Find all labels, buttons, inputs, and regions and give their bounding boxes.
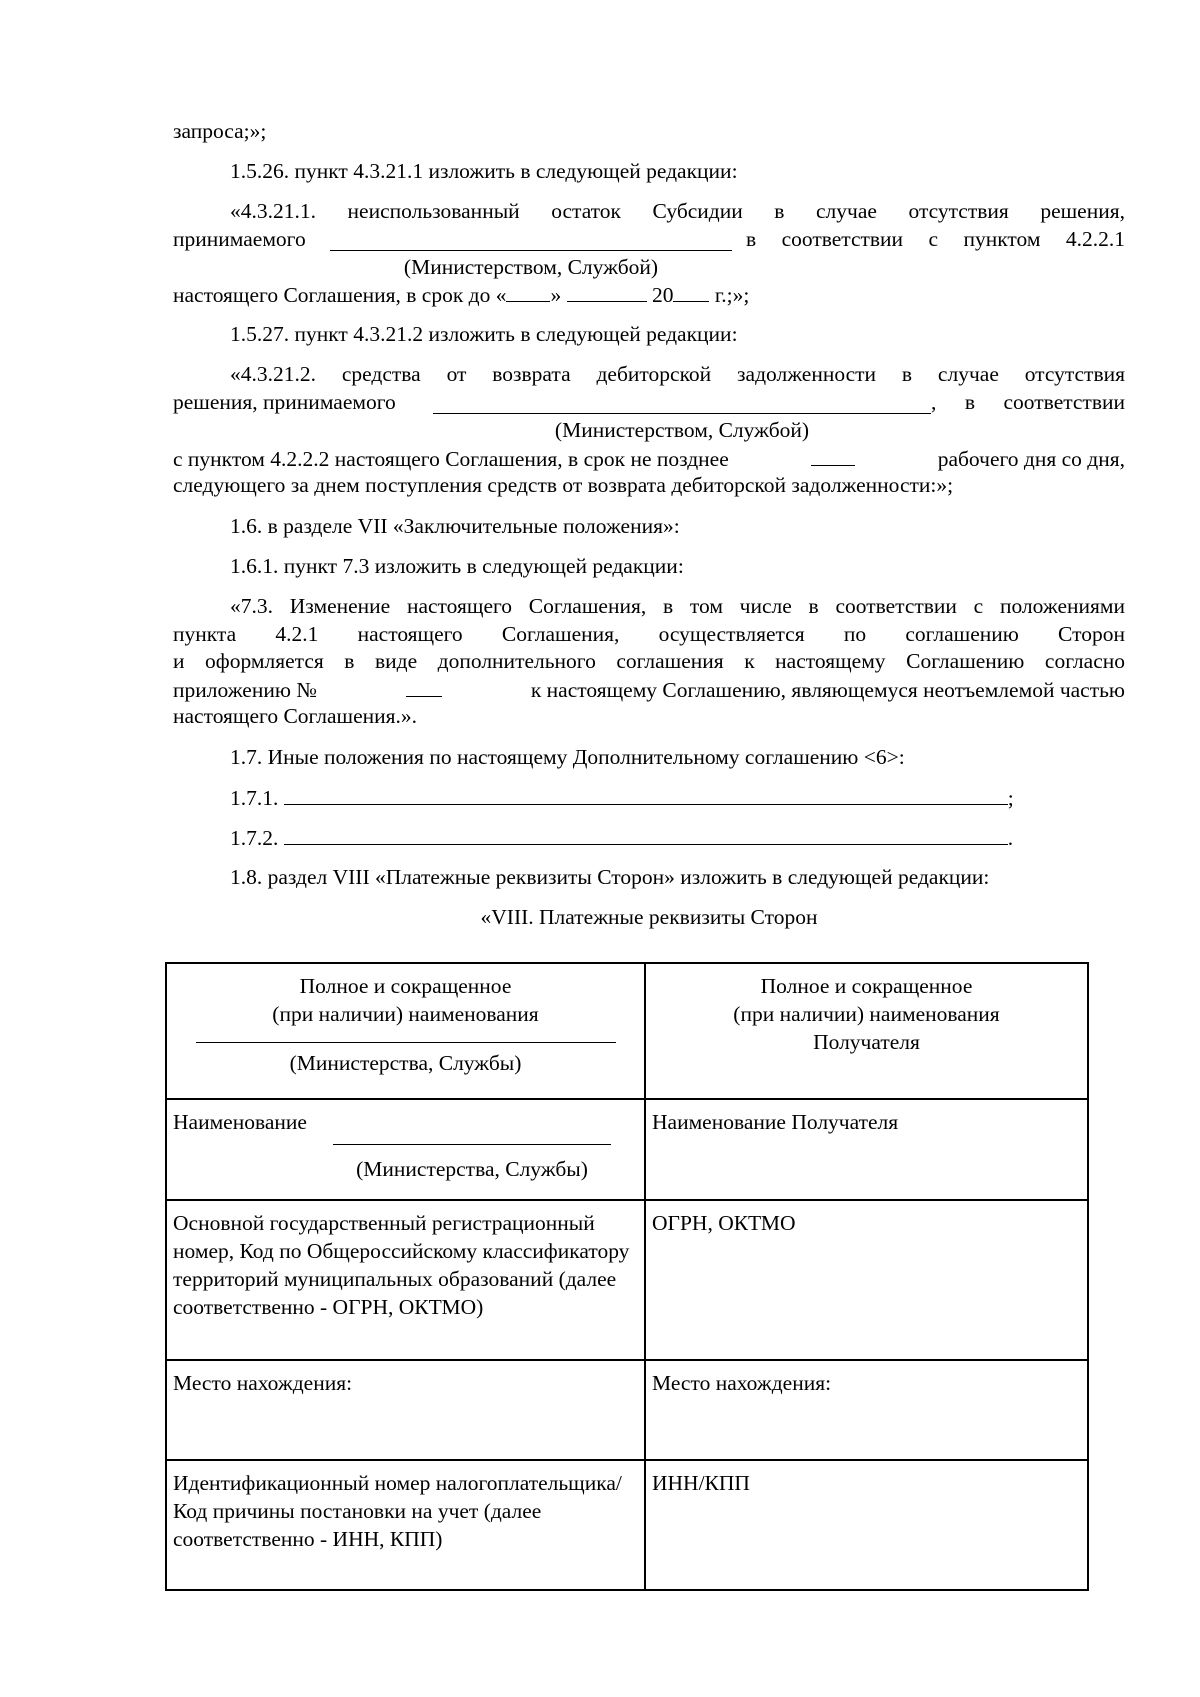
- item-1-7-1: [230, 784, 1014, 812]
- paragraph-zaprosa: запроса;»;: [173, 119, 267, 143]
- paragraph-4-3-21-2-line2-start: решения, принимаемого: [173, 390, 396, 414]
- header-right-line3: Получателя: [813, 1030, 920, 1054]
- paragraph-4-3-21-2-line4: следующего за днем поступления средств от возврата дебиторской задолженности:»;: [173, 473, 954, 497]
- paragraph-7-3-line1: «7.3. Изменение настоящего Соглашения, в том числе в соответствии с положениями: [230, 594, 1125, 618]
- caption-ministry-service: (Министерством, Службой): [403, 255, 659, 279]
- paragraph-1-6: 1.6. в разделе VII «Заключительные положения»:: [230, 514, 680, 538]
- blank-day: [506, 281, 550, 302]
- text-appendix: приложению №: [173, 678, 317, 702]
- inn-left-cell: Идентификационный номер налогоплательщика/Код причины постановки на учет (далее соответственно - ИНН, КПП): [166, 1460, 645, 1590]
- paragraph-4-3-21-1-line1: «4.3.21.1. неиспользованный остаток Субсидии в случае отсутствия решения,: [230, 199, 1125, 223]
- header-left-blank: [196, 1028, 616, 1043]
- paragraph-7-3-line4: [173, 676, 1125, 704]
- item-1-7-1-blank: [284, 784, 1008, 805]
- text-quote-close: »: [550, 283, 562, 307]
- paragraph-1-8: 1.8. раздел VIII «Платежные реквизиты Сторон» изложить в следующей редакции:: [230, 865, 990, 889]
- paragraph-1-5-26: 1.5.26. пункт 4.3.21.1 изложить в следующей редакции:: [230, 159, 738, 183]
- paragraph-4-3-21-1-line2-start: принимаемого: [173, 227, 306, 251]
- text-year-prefix: 20: [651, 283, 674, 307]
- table-row: [166, 1200, 1088, 1360]
- paragraph-4-3-21-1-line2-end: в соответствии с пунктом 4.2.2.1: [746, 227, 1125, 251]
- paragraph-4-3-21-2-line2-end: , в соответствии: [931, 390, 1125, 414]
- table-row: [166, 1460, 1088, 1590]
- text-appendix-rest: к настоящему Соглашению, являющемуся неотъемлемой частью: [530, 678, 1125, 702]
- paragraph-7-3-line2: пункта 4.2.1 настоящего Соглашения, осуществляется по соглашению Сторон: [173, 622, 1125, 646]
- caption-ministry-service-2: (Министерством, Службой): [554, 418, 810, 442]
- name-right-cell: [645, 1099, 1088, 1200]
- paragraph-1-7: 1.7. Иные положения по настоящему Дополнительному соглашению <6>:: [230, 745, 905, 769]
- name-left-blank: [333, 1136, 611, 1145]
- text-deadline: настоящего Соглашения, в срок до «: [173, 283, 507, 307]
- paragraph-4-3-21-2-line3: [173, 445, 1125, 473]
- ogrn-left-cell: Основной государственный регистрационный номер, Код по Общероссийскому классификатору территорий муниципальных образований (далее соответственно - ОГРН, ОКТМО): [166, 1200, 645, 1360]
- name-left-caption: (Министерства, Службы): [356, 1157, 588, 1181]
- section-heading-viii: «VIII. Платежные реквизиты Сторон: [480, 905, 818, 929]
- text-year-suffix: г.;»;: [714, 283, 750, 307]
- table-row: [166, 1360, 1088, 1460]
- text-clause-ref: с пунктом 4.2.2.2 настоящего Соглашения, в срок не позднее: [173, 447, 729, 471]
- text-workday: рабочего дня со дня,: [937, 447, 1125, 471]
- paragraph-1-5-27: 1.5.27. пункт 4.3.21.2 изложить в следующей редакции:: [230, 322, 738, 346]
- name-right-label: Наименование Получателя: [652, 1110, 899, 1134]
- blank-month: [567, 281, 647, 302]
- item-1-7-2-end: .: [1007, 826, 1014, 850]
- item-1-7-1-end: ;: [1007, 786, 1014, 810]
- name-left-label: Наименование: [173, 1110, 307, 1134]
- header-right-cell: [645, 963, 1088, 1099]
- ogrn-right-cell: ОГРН, ОКТМО: [645, 1200, 1088, 1360]
- table-row: [166, 1099, 1088, 1200]
- item-1-7-2: [230, 824, 1013, 852]
- blank-appendix-number: [406, 676, 442, 697]
- blank-year: [673, 281, 709, 302]
- paragraph-4-3-21-1-line3: [173, 281, 749, 309]
- header-left-caption: (Министерства, Службы): [289, 1051, 522, 1075]
- location-right-cell: Место нахождения:: [645, 1360, 1088, 1460]
- paragraph-1-6-1: 1.6.1. пункт 7.3 изложить в следующей редакции:: [230, 554, 684, 578]
- header-left-line1: Полное и сокращенное: [299, 974, 512, 998]
- header-left-line2: (при наличии) наименования: [272, 1002, 539, 1026]
- blank-line-ministry-2: [433, 389, 931, 414]
- blank-workdays: [811, 445, 855, 466]
- header-right-line1: Полное и сокращенное: [760, 974, 973, 998]
- requisites-table: [165, 962, 1089, 1591]
- paragraph-4-3-21-2-line1: «4.3.21.2. средства от возврата дебиторской задолженности в случае отсутствия: [230, 362, 1125, 386]
- name-left-cell: [166, 1099, 645, 1200]
- paragraph-7-3-line3: и оформляется в виде дополнительного соглашения к настоящему Соглашению согласно: [173, 649, 1125, 673]
- item-1-7-1-number: 1.7.1.: [230, 786, 279, 810]
- blank-line-ministry: [330, 226, 732, 251]
- header-right-line2: (при наличии) наименования: [733, 1002, 1000, 1026]
- header-left-cell: [166, 963, 645, 1099]
- item-1-7-2-blank: [284, 824, 1008, 845]
- inn-right-cell: ИНН/КПП: [645, 1460, 1088, 1590]
- location-left-cell: Место нахождения:: [166, 1360, 645, 1460]
- paragraph-7-3-line5: настоящего Соглашения.».: [173, 704, 418, 728]
- item-1-7-2-number: 1.7.2.: [230, 826, 279, 850]
- table-row: [166, 963, 1088, 1099]
